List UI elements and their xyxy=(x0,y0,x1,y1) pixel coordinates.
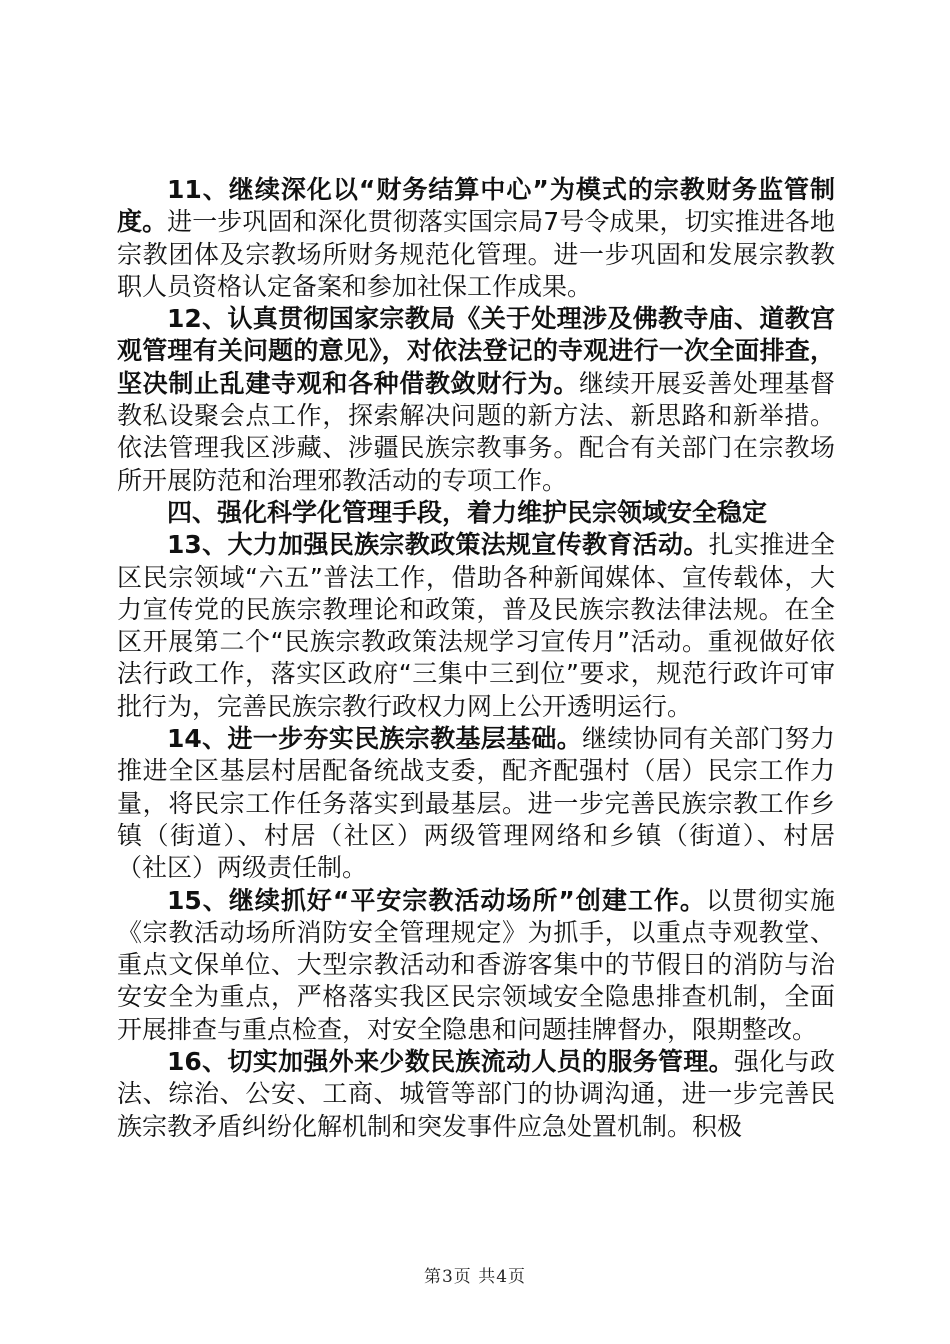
paragraph-12 xyxy=(117,303,835,497)
section-heading: 四、强化科学化管理手段，着力维护民宗领域安全稳定 xyxy=(167,497,768,527)
paragraph-11 xyxy=(117,174,835,303)
paragraph-body: 进一步巩固和深化贯彻落实国宗局7号令成果，切实推进各地宗教团体及宗教场所财务规范化管理。进一步巩固和发展宗教教职人员资格认定备案和参加社保工作成果。 xyxy=(117,207,835,301)
paragraph-lead: 14、进一步夯实民族宗教基层基础。 xyxy=(167,724,583,754)
paragraph-13 xyxy=(117,529,835,723)
paragraph-body: 继续协同有关部门努力推进全区基层村居配备统战支委，配齐配强村（居）民宗工作力量，将民宗工作任务落实到最基层。进一步完善民族宗教工作乡镇（街道）、村居（社区）两级管理网络和乡镇（街道）、村居（社区）两级责任制。 xyxy=(117,724,835,883)
paragraph-lead: 15、继续抓好“平安宗教活动场所”创建工作。 xyxy=(167,885,706,915)
paragraph-lead: 13、大力加强民族宗教政策法规宣传教育活动。 xyxy=(167,530,709,560)
document-body xyxy=(117,174,835,1143)
paragraph-lead: 12、认真贯彻国家宗教局《关于处理涉及佛教寺庙、道教宫观管理有关问题的意见》，对依法登记的寺观进行一次全面排查，坚决制止乱建寺观和各种借教敛财行为。 xyxy=(117,304,835,398)
paragraph-lead: 11、继续深化以“财务结算中心”为模式的宗教财务监管制度。 xyxy=(117,175,835,237)
paragraph-body: 扎实推进全区民宗领域“六五”普法工作，借助各种新闻媒体、宣传载体，大力宣传党的民族宗教理论和政策，普及民族宗教法律法规。在全区开展第二个“民族宗教政策法规学习宣传月”活动。重视做好依法行政工作，落实区政府“三集中三到位”要求，规范行政许可审批行为，完善民族宗教行政权力网上公开透明运行。 xyxy=(117,530,835,721)
paragraph-body: 强化与政法、综治、公安、工商、城管等部门的协调沟通，进一步完善民族宗教矛盾纠纷化解机制和突发事件应急处置机制。积极 xyxy=(117,1047,835,1141)
paragraph-14 xyxy=(117,723,835,884)
paragraph-15 xyxy=(117,885,835,1046)
page-footer: 第3页 共4页 xyxy=(423,1267,527,1287)
paragraph-body: 以贯彻实施《宗教活动场所消防安全管理规定》为抓手，以重点寺观教堂、重点文保单位、大型宗教活动和香游客集中的节假日的消防与治安安全为重点，严格落实我区民宗领域安全隐患排查机制，全面开展排查与重点检查，对安全隐患和问题挂牌督办，限期整改。 xyxy=(117,885,835,1044)
paragraph-body: 继续开展妥善处理基督教私设聚会点工作，探索解决问题的新方法、新思路和新举措。依法管理我区涉藏、涉疆民族宗教事务。配合有关部门在宗教场所开展防范和治理邪教活动的专项工作。 xyxy=(117,368,835,495)
paragraph-16 xyxy=(117,1046,835,1143)
paragraph-lead: 16、切实加强外来少数民族流动人员的服务管理。 xyxy=(167,1047,734,1077)
